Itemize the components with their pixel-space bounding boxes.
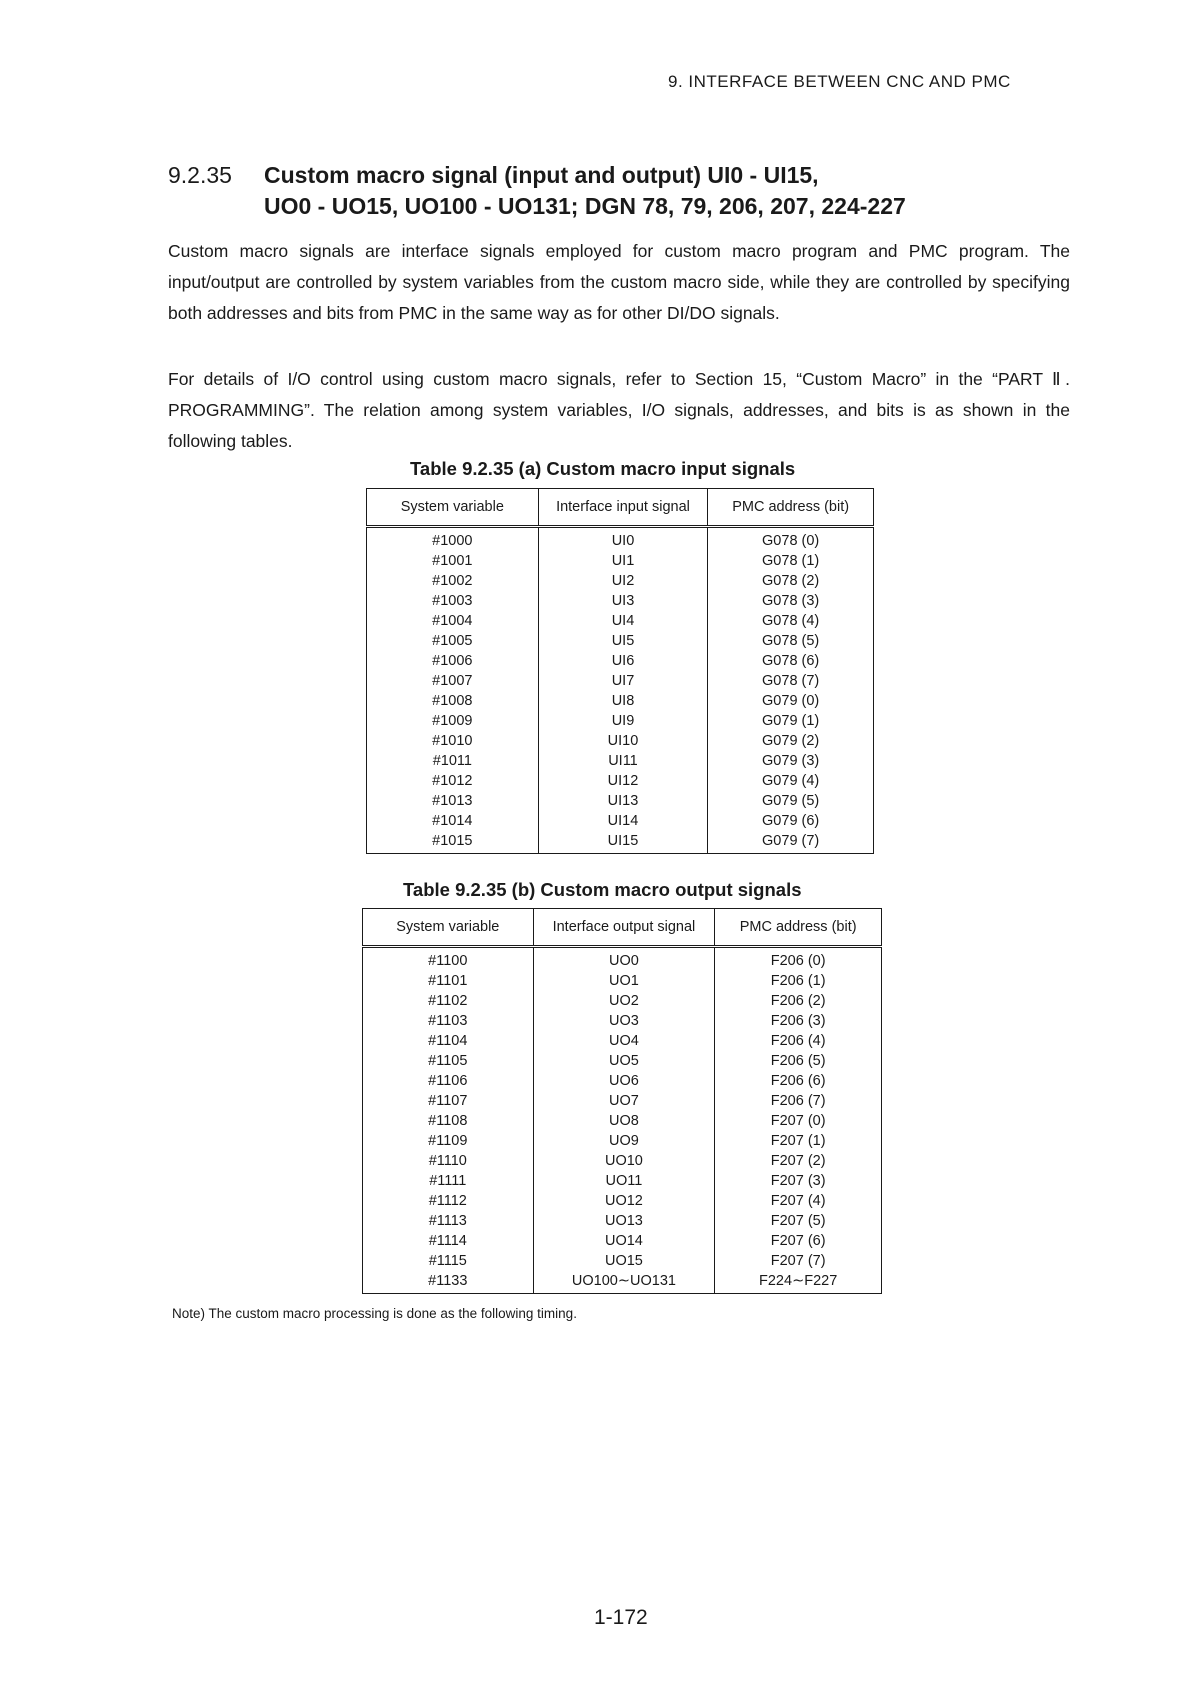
section-number: 9.2.35 [168,162,232,188]
page-number: 1-172 [594,1606,648,1629]
table-row [367,731,874,751]
pmc-address-cell: F206 (2) [715,991,882,1011]
table-row [367,751,874,771]
signal-cell: UI7 [538,671,708,691]
pmc-address-cell: F206 (0) [715,947,882,972]
pmc-address-cell: G078 (2) [708,571,874,591]
signal-cell: UO4 [533,1031,715,1051]
table-row [363,1271,882,1294]
table-row [367,591,874,611]
table-row [363,1231,882,1251]
system-variable-cell: #1103 [363,1011,534,1031]
system-variable-cell: #1013 [367,791,539,811]
signal-cell: UO3 [533,1011,715,1031]
signal-cell: UI14 [538,811,708,831]
system-variable-cell: #1102 [363,991,534,1011]
table-row [367,551,874,571]
signal-cell: UI13 [538,791,708,811]
table-row [363,1211,882,1231]
signal-cell: UO1 [533,971,715,991]
input-signals-table [366,488,874,854]
column-header: PMC address (bit) [715,909,882,947]
system-variable-cell: #1110 [363,1151,534,1171]
system-variable-cell: #1108 [363,1111,534,1131]
system-variable-cell: #1010 [367,731,539,751]
pmc-address-cell: F206 (5) [715,1051,882,1071]
table-row [363,991,882,1011]
signal-cell: UO9 [533,1131,715,1151]
running-header: 9. INTERFACE BETWEEN CNC AND PMC [668,72,1011,91]
signal-cell: UO15 [533,1251,715,1271]
signal-cell: UI15 [538,831,708,854]
table-row [367,771,874,791]
table-row [367,671,874,691]
signal-cell: UI11 [538,751,708,771]
table-row [367,691,874,711]
body-paragraph-1: Custom macro signals are interface signals employed for custom macro program and PMC program. The input/output are controlled by system variables from the custom macro side, while they are controlled by specifying both addresses and bits from PMC in the same way as for other DI/DO signals. [168,241,1070,323]
table-row [367,811,874,831]
table-header-row [367,489,874,527]
system-variable-cell: #1107 [363,1091,534,1111]
system-variable-cell: #1106 [363,1071,534,1091]
pmc-address-cell: G078 (6) [708,651,874,671]
signal-cell: UO8 [533,1111,715,1131]
pmc-address-cell: F207 (2) [715,1151,882,1171]
column-header: PMC address (bit) [708,489,874,527]
table-row [363,1091,882,1111]
section-title-line-1: Custom macro signal (input and output) UI0 - UI15, [264,162,819,188]
table-row [367,831,874,854]
pmc-address-cell: F206 (6) [715,1071,882,1091]
system-variable-cell: #1100 [363,947,534,972]
table-b-caption: Table 9.2.35 (b) Custom macro output signals [403,879,802,900]
pmc-address-cell: G079 (4) [708,771,874,791]
pmc-address-cell: F206 (4) [715,1031,882,1051]
system-variable-cell: #1015 [367,831,539,854]
pmc-address-cell: G078 (7) [708,671,874,691]
pmc-address-cell: F207 (4) [715,1191,882,1211]
system-variable-cell: #1112 [363,1191,534,1211]
table-row [363,971,882,991]
table-a-caption: Table 9.2.35 (a) Custom macro input signals [410,458,796,479]
signal-cell: UI12 [538,771,708,791]
system-variable-cell: #1006 [367,651,539,671]
system-variable-cell: #1104 [363,1031,534,1051]
table-row [363,1171,882,1191]
output-signals-table [362,908,882,1294]
table-row [363,947,882,972]
system-variable-cell: #1105 [363,1051,534,1071]
signal-cell: UI5 [538,631,708,651]
signal-cell: UI6 [538,651,708,671]
pmc-address-cell: G079 (6) [708,811,874,831]
pmc-address-cell: G079 (3) [708,751,874,771]
system-variable-cell: #1003 [367,591,539,611]
system-variable-cell: #1002 [367,571,539,591]
table-row [367,571,874,591]
pmc-address-cell: F206 (7) [715,1091,882,1111]
signal-cell: UO12 [533,1191,715,1211]
system-variable-cell: #1113 [363,1211,534,1231]
pmc-address-cell: F207 (6) [715,1231,882,1251]
signal-cell: UI10 [538,731,708,751]
pmc-address-cell: G079 (5) [708,791,874,811]
pmc-address-cell: G078 (0) [708,527,874,552]
pmc-address-cell: G079 (2) [708,731,874,751]
table-row [367,611,874,631]
body-paragraph-2: For details of I/O control using custom macro signals, refer to Section 15, “Custom Macro” in the “PART Ⅱ. PROGRAMMING”. The relation among system variables, I/O signals, addresses, and bits is as shown in the following tables. [168,369,1070,451]
column-header: Interface input signal [538,489,708,527]
section-title-line-2: UO0 - UO15, UO100 - UO131; DGN 78, 79, 206, 207, 224-227 [264,193,906,219]
system-variable-cell: #1009 [367,711,539,731]
pmc-address-cell: F207 (7) [715,1251,882,1271]
table-row [363,1051,882,1071]
signal-cell: UO14 [533,1231,715,1251]
signal-cell: UO7 [533,1091,715,1111]
pmc-address-cell: G079 (1) [708,711,874,731]
table-row [363,1251,882,1271]
table-header-row [363,909,882,947]
column-header: System variable [367,489,539,527]
signal-cell: UI9 [538,711,708,731]
table-row [367,791,874,811]
system-variable-cell: #1004 [367,611,539,631]
table-row [367,651,874,671]
signal-cell: UO13 [533,1211,715,1231]
signal-cell: UI1 [538,551,708,571]
system-variable-cell: #1000 [367,527,539,552]
signal-cell: UO0 [533,947,715,972]
note-text: Note) The custom macro processing is done as the following timing. [172,1306,577,1321]
table-row [363,1111,882,1131]
pmc-address-cell: G078 (5) [708,631,874,651]
table-row [363,1131,882,1151]
system-variable-cell: #1012 [367,771,539,791]
table-row [367,527,874,552]
pmc-address-cell: G078 (3) [708,591,874,611]
signal-cell: UO6 [533,1071,715,1091]
pmc-address-cell: G079 (7) [708,831,874,854]
system-variable-cell: #1005 [367,631,539,651]
table-row [367,631,874,651]
system-variable-cell: #1008 [367,691,539,711]
table-row [363,1191,882,1211]
signal-cell: UO10 [533,1151,715,1171]
signal-cell: UO2 [533,991,715,1011]
pmc-address-cell: G078 (4) [708,611,874,631]
table-row [363,1031,882,1051]
system-variable-cell: #1109 [363,1131,534,1151]
system-variable-cell: #1114 [363,1231,534,1251]
system-variable-cell: #1101 [363,971,534,991]
column-header: System variable [363,909,534,947]
system-variable-cell: #1115 [363,1251,534,1271]
signal-cell: UI3 [538,591,708,611]
pmc-address-cell: G079 (0) [708,691,874,711]
signal-cell: UO100∼UO131 [533,1271,715,1294]
system-variable-cell: #1111 [363,1171,534,1191]
signal-cell: UI2 [538,571,708,591]
table-row [363,1071,882,1091]
signal-cell: UO11 [533,1171,715,1191]
pmc-address-cell: F207 (1) [715,1131,882,1151]
system-variable-cell: #1007 [367,671,539,691]
system-variable-cell: #1011 [367,751,539,771]
pmc-address-cell: F207 (0) [715,1111,882,1131]
table-row [367,711,874,731]
system-variable-cell: #1133 [363,1271,534,1294]
signal-cell: UI8 [538,691,708,711]
pmc-address-cell: F207 (3) [715,1171,882,1191]
signal-cell: UO5 [533,1051,715,1071]
column-header: Interface output signal [533,909,715,947]
pmc-address-cell: F207 (5) [715,1211,882,1231]
system-variable-cell: #1014 [367,811,539,831]
table-row [363,1151,882,1171]
pmc-address-cell: F206 (1) [715,971,882,991]
system-variable-cell: #1001 [367,551,539,571]
pmc-address-cell: F224∼F227 [715,1271,882,1294]
pmc-address-cell: G078 (1) [708,551,874,571]
signal-cell: UI0 [538,527,708,552]
pmc-address-cell: F206 (3) [715,1011,882,1031]
table-row [363,1011,882,1031]
signal-cell: UI4 [538,611,708,631]
